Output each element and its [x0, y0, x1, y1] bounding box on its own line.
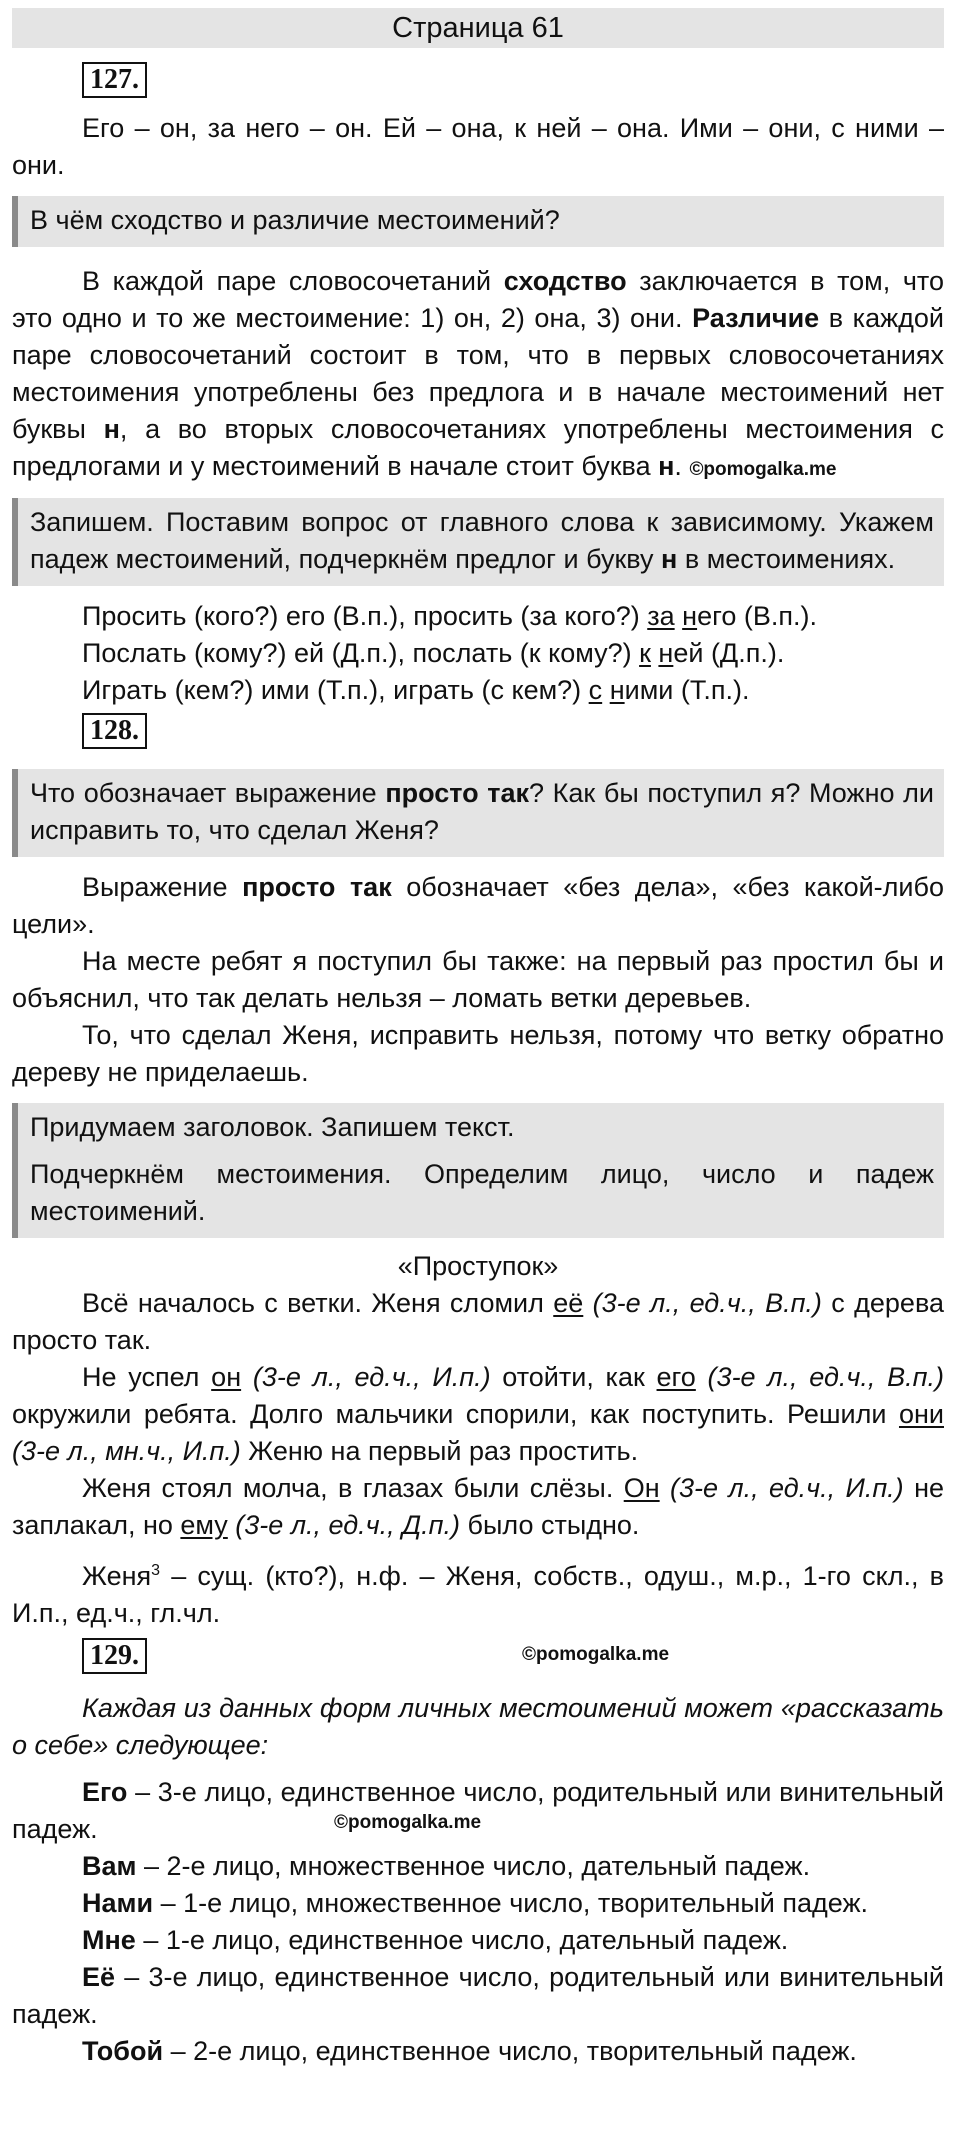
text-run: – 3-е лицо, единственное число, родительный или винительный падеж.: [12, 1962, 944, 2029]
text-run: – 2-е лицо, множественное число, дательный падеж.: [136, 1851, 811, 1881]
grammar-note: (3-е л., ед.ч., И.п.): [659, 1473, 904, 1503]
text-run: отойти, как: [490, 1362, 657, 1392]
task-box-127-question: [12, 196, 944, 247]
bold-term: просто так: [385, 778, 530, 808]
text-run: Играть (кем?) ими (Т.п.), играть (с кем?): [82, 675, 589, 705]
text-run: Женя стоял молча, в глазах были слёзы.: [82, 1473, 624, 1503]
bold-term: просто так: [242, 872, 392, 902]
underlined-preposition: к: [639, 638, 651, 668]
story-title: «Проступок»: [397, 1251, 559, 1281]
exercise-127-answer: Его – он, за него – он. Ей – она, к ней – она. Ими – они, с ними – они.: [12, 113, 944, 180]
morphology-note: [12, 1552, 944, 1632]
text-run: Женю на первый раз простить.: [240, 1436, 639, 1466]
story-paragraph-3: [12, 1470, 944, 1544]
bold-letter: н: [103, 414, 120, 444]
text-run: – 1-е лицо, единственное число, дательный падеж.: [135, 1925, 789, 1955]
bold-pronoun: Нами: [82, 1888, 154, 1918]
text-run: – 1-е лицо, множественное число, творительный падеж.: [153, 1888, 869, 1918]
exercise-128-header: [12, 713, 944, 757]
superscript: 3: [151, 1562, 161, 1579]
text-run: было стыдно.: [460, 1510, 640, 1540]
text-run: его (В.п.).: [697, 601, 817, 631]
text-run: в каждой паре словосочетаний состоит в том, что в первых словосочетаниях местоимения употреблены без предлога и в начале местоимений нет буквы: [12, 303, 945, 444]
exercise-127-explanation: [12, 263, 944, 488]
text-run: Просить (кого?) его (В.п.), просить (за кого?): [82, 601, 648, 631]
exercise-129-intro: Каждая из данных форм личных местоимений может «рассказать о себе» следующее:: [12, 1693, 944, 1760]
underlined-letter: н: [609, 675, 625, 705]
pronoun-row-1: [12, 1774, 944, 1848]
task-box-128-instructions: [12, 1103, 944, 1238]
text-run: ? Как бы поступил я? Можно ли исправить то, что сделал Женя?: [30, 778, 934, 845]
grammar-note: (3-е л., ед.ч., В.п.): [583, 1288, 822, 1318]
underlined-preposition: за: [647, 601, 675, 631]
task-text-1: Придумаем заголовок. Запишем текст.: [30, 1112, 515, 1142]
text-run: , а во вторых словосочетаниях употреблены местоимения с предлогами и у местоимений в начале стоит буква: [12, 414, 944, 481]
text-run: не заплакал, но: [12, 1473, 944, 1540]
text-run: [602, 675, 610, 705]
example-line-2: [12, 635, 944, 672]
story-paragraph-1: [12, 1285, 944, 1359]
text-run: Послать (кому?) ей (Д.п.), послать (к кому?): [82, 638, 640, 668]
exercise-number-129: 129.: [82, 1638, 147, 1674]
pronoun-row-3: [12, 1885, 944, 1922]
bold-letter: н: [658, 451, 675, 481]
text-run: в местоимениях.: [677, 544, 896, 574]
exercise-number-127: 127.: [82, 62, 147, 98]
text-run: Что обозначает выражение: [30, 778, 386, 808]
exercise-number-128: 128.: [82, 713, 147, 749]
text-run: заключается в том, что это одно и то же местоимение: 1) он, 2) она, 3) они.: [12, 266, 945, 333]
underlined-preposition: с: [588, 675, 603, 705]
page: [12, 0, 944, 2070]
pronoun-row-6: [12, 2033, 944, 2070]
pronoun-row-4: [12, 1922, 944, 1959]
bold-pronoun: Его: [82, 1777, 128, 1807]
story-paragraph-2: [12, 1359, 944, 1470]
bold-term: Различие: [692, 303, 820, 333]
text-run: Не успел: [82, 1362, 212, 1392]
underlined-pronoun: его: [656, 1362, 696, 1392]
pronoun-row-2: [12, 1848, 944, 1885]
text-run: .: [674, 451, 682, 481]
text-run: ими (Т.п.).: [624, 675, 750, 705]
watermark: ©pomogalka.me: [522, 1644, 670, 1665]
task-text: [30, 504, 934, 578]
text-run: обозначает «без дела», «без какой-либо цели».: [12, 872, 944, 939]
exercise-127-header: [12, 62, 944, 106]
exercise-128-answer-2: На месте ребят я поступил бы также: на первый раз простил бы и объяснил, что так делать нельзя – ломать ветки деревьев.: [12, 946, 944, 1013]
task-box-128-question: [12, 769, 944, 857]
bold-pronoun: Мне: [82, 1925, 136, 1955]
bold-term: сходство: [503, 266, 627, 296]
underlined-pronoun: он: [211, 1362, 242, 1392]
text-run: Выражение: [82, 872, 243, 902]
text-run: – 3-е лицо, единственное число, родительный или винительный падеж.: [12, 1777, 944, 1844]
page-title: Страница 61: [392, 12, 564, 44]
watermark: ©pomogalka.me: [689, 459, 837, 480]
text-run: с дерева просто так.: [12, 1288, 945, 1355]
text-run: окружили ребята. Долго мальчики спорили, как поступить. Решили: [12, 1399, 899, 1429]
grammar-note: (3-е л., ед.ч., Д.п.): [227, 1510, 461, 1540]
bold-pronoun: Тобой: [82, 2036, 164, 2066]
underlined-letter: н: [682, 601, 698, 631]
watermark: ©pomogalka.me: [334, 1812, 482, 1833]
underlined-pronoun: Он: [623, 1473, 660, 1503]
underlined-letter: н: [658, 638, 674, 668]
underlined-pronoun: её: [553, 1288, 584, 1318]
underlined-pronoun: ему: [180, 1510, 228, 1540]
text-run: – 2-е лицо, единственное число, творительный падеж.: [163, 2036, 857, 2066]
grammar-note: (3-е л., ед.ч., В.п.): [695, 1362, 944, 1392]
grammar-note: (3-е л., мн.ч., И.п.): [12, 1436, 241, 1466]
page-header: [12, 8, 944, 48]
exercise-129-header: [12, 1638, 944, 1682]
text-run: Запишем. Поставим вопрос от главного слова к зависимому. Укажем падеж местоимений, подчеркнём предлог и букву: [30, 507, 934, 574]
bold-pronoun: Её: [82, 1962, 116, 1992]
text-run: В каждой паре словосочетаний: [82, 266, 504, 296]
text-run: Женя: [82, 1561, 152, 1591]
exercise-128-answer-3: То, что сделал Женя, исправить нельзя, потому что ветку обратно дереву не приделаешь.: [12, 1020, 944, 1087]
bold-letter: н: [661, 544, 678, 574]
task-text-2: Подчеркнём местоимения. Определим лицо, число и падеж местоимений.: [30, 1159, 934, 1226]
example-line-3: [12, 672, 944, 709]
task-box-127-instructions: [12, 498, 944, 586]
bold-pronoun: Вам: [82, 1851, 137, 1881]
task-text: [30, 775, 934, 849]
text-run: – сущ. (кто?), н.ф. – Женя, собств., одуш., м.р., 1-го скл., в И.п., ед.ч., гл.чл.: [12, 1561, 944, 1628]
underlined-pronoun: они: [898, 1399, 944, 1429]
text-run: Всё началось с ветки. Женя сломил: [82, 1288, 554, 1318]
pronoun-row-5: [12, 1959, 944, 2033]
text-run: ей (Д.п.).: [673, 638, 785, 668]
exercise-128-answer-1: [12, 869, 944, 943]
task-text: В чём сходство и различие местоимений?: [30, 205, 560, 235]
grammar-note: (3-е л., ед.ч., И.п.): [241, 1362, 491, 1392]
example-line-1: [12, 598, 944, 635]
